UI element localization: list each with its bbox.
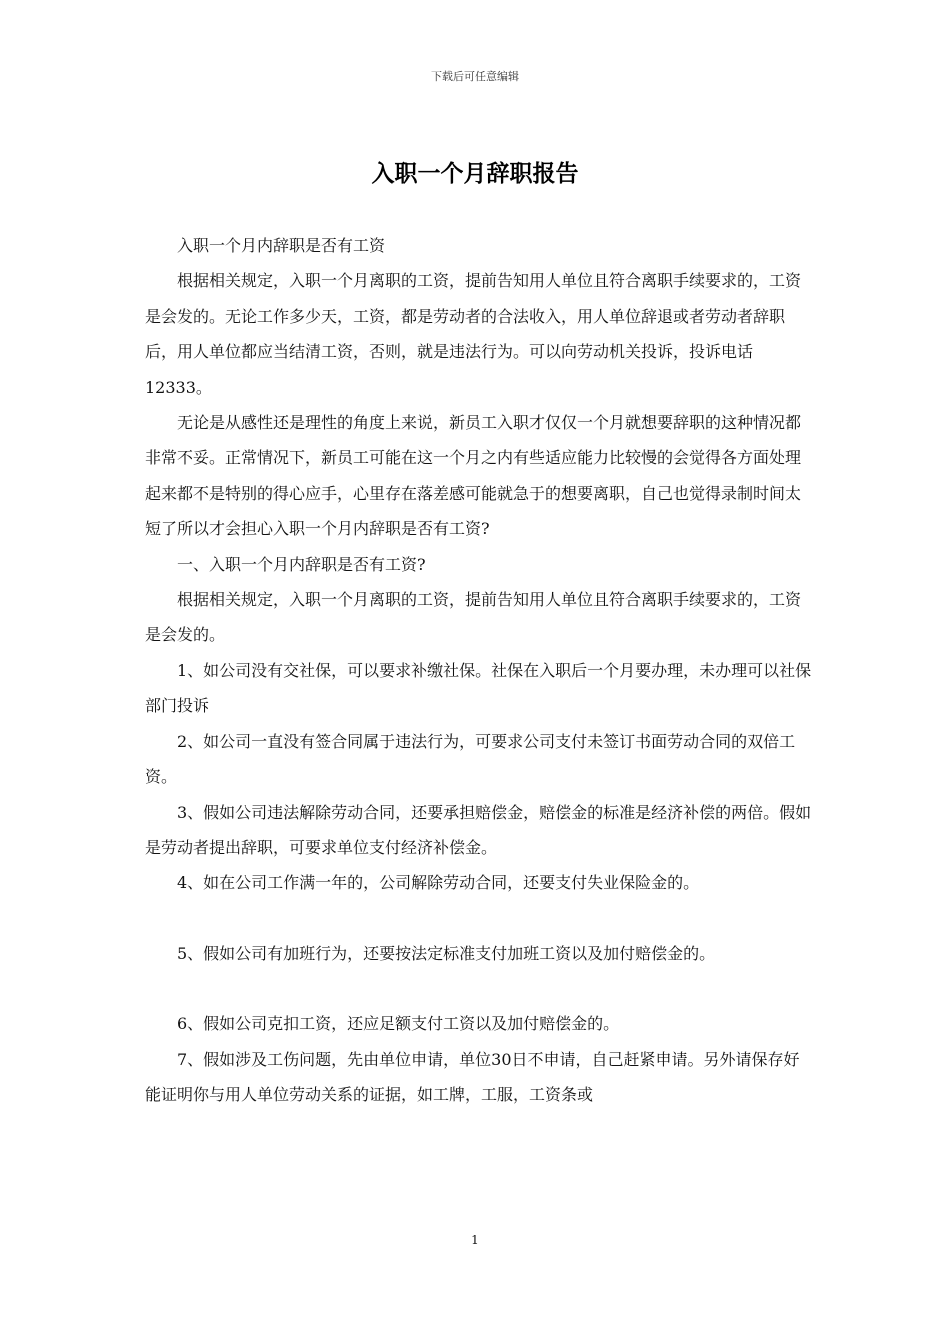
paragraph: 无论是从感性还是理性的角度上来说，新员工入职才仅仅一个月就想要辞职的这种情况都非常不妥。正常情况下，新员工可能在这一个月之内有些适应能力比较慢的会觉得各方面处理起来都不是特别的得心应手，心里存在落差感可能就急于的想要离职，自己也觉得录制时间太短了所以才会担心入职一个月内辞职是否有工资? — [145, 413, 802, 539]
paragraph: 根据相关规定，入职一个月离职的工资，提前告知用人单位且符合离职手续要求的，工资是会发的。 — [145, 590, 802, 645]
document-body — [145, 228, 815, 1112]
paragraph-subtitle: 入职一个月内辞职是否有工资 — [177, 236, 386, 255]
list-item: 2、如公司一直没有签合同属于违法行为，可要求公司支付未签订书面劳动合同的双倍工资。 — [145, 731, 796, 787]
list-item: 5、假如公司有加班行为，还要按法定标准支付加班工资以及加付赔偿金的。 — [177, 943, 716, 963]
document-title: 入职一个月辞职报告 — [371, 160, 579, 187]
list-item: 6、假如公司克扣工资，还应足额支付工资以及加付赔偿金的。 — [177, 1014, 620, 1034]
header-note: 下载后可任意编辑 — [431, 70, 519, 83]
list-item: 3、假如公司违法解除劳动合同，还要承担赔偿金，赔偿金的标准是经济补偿的两倍。假如是劳动者提出辞职，可要求单位支付经济补偿金。 — [145, 802, 812, 857]
list-item: 4、如在公司工作满一年的，公司解除劳动合同，还要支付失业保险金的。 — [177, 873, 700, 893]
list-item: 1、如公司没有交社保，可以要求补缴社保。社保在入职后一个月要办理，未办理可以社保部门投诉 — [145, 660, 812, 716]
paragraph: 根据相关规定，入职一个月离职的工资，提前告知用人单位且符合离职手续要求的，工资是会发的。无论工作多少天，工资，都是劳动者的合法收入，用人单位辞退或者劳动者辞职后，用人单位都应当结清工资，否则，就是违法行为。可以向劳动机关投诉，投诉电话12333。 — [145, 271, 802, 397]
page-number: 1 — [471, 1233, 479, 1247]
list-item: 7、假如涉及工伤问题，先由单位申请，单位30日不申请，自己赶紧申请。另外请保存好能证明你与用人单位劳动关系的证据，如工牌，工服，工资条或 — [145, 1049, 800, 1104]
section-heading: 一、入职一个月内辞职是否有工资? — [177, 554, 426, 574]
